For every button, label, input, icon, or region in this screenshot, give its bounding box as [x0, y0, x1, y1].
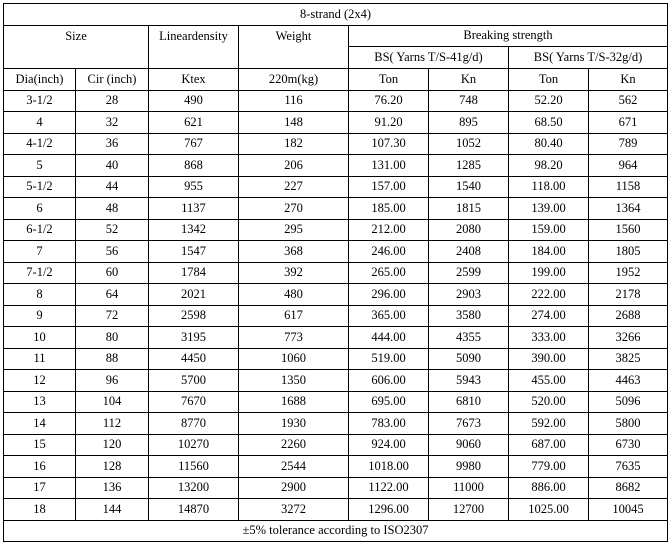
lineardensity-header: Lineardensity: [149, 25, 239, 69]
weight-cell: 392: [239, 262, 349, 284]
ton32-cell: 886.00: [509, 477, 589, 499]
table-row: [4, 155, 668, 177]
ton32-cell: 139.00: [509, 198, 589, 220]
bs32-header: BS( Yarns T/S-32g/d): [509, 47, 668, 69]
kn41-cell: 1815: [429, 198, 509, 220]
ktex-cell: 868: [149, 155, 239, 177]
ton41-cell: 519.00: [349, 348, 429, 370]
kn41-cell: 2599: [429, 262, 509, 284]
kn32-header: Kn: [589, 69, 668, 91]
weight-cell: 2260: [239, 434, 349, 456]
ton32-cell: 98.20: [509, 155, 589, 177]
weight-cell: 270: [239, 198, 349, 220]
rope-spec-table: [3, 3, 668, 542]
kn41-cell: 1285: [429, 155, 509, 177]
kn32-cell: 671: [589, 112, 668, 134]
cir-cell: 36: [76, 133, 149, 155]
dia-header: Dia(inch): [4, 69, 76, 91]
kn41-header: Kn: [429, 69, 509, 91]
table-row: [4, 327, 668, 349]
kn41-cell: 9060: [429, 434, 509, 456]
kn41-cell: 2080: [429, 219, 509, 241]
kn32-cell: 562: [589, 90, 668, 112]
dia-cell: 9: [4, 305, 76, 327]
ktex-cell: 2021: [149, 284, 239, 306]
ton41-cell: 91.20: [349, 112, 429, 134]
ton41-cell: 365.00: [349, 305, 429, 327]
kn32-cell: 5096: [589, 391, 668, 413]
table-row: [4, 112, 668, 134]
table-row: [4, 434, 668, 456]
kn41-cell: 895: [429, 112, 509, 134]
table-row: [4, 198, 668, 220]
cir-cell: 28: [76, 90, 149, 112]
dia-cell: 6: [4, 198, 76, 220]
cir-cell: 144: [76, 499, 149, 521]
weight-cell: 2544: [239, 456, 349, 478]
ktex-cell: 1137: [149, 198, 239, 220]
weight-cell: 1350: [239, 370, 349, 392]
ton32-cell: 184.00: [509, 241, 589, 263]
ton32-cell: 333.00: [509, 327, 589, 349]
ton41-cell: 246.00: [349, 241, 429, 263]
cir-cell: 40: [76, 155, 149, 177]
ton41-cell: 157.00: [349, 176, 429, 198]
ktex-cell: 5700: [149, 370, 239, 392]
weight-cell: 617: [239, 305, 349, 327]
kn32-cell: 789: [589, 133, 668, 155]
ton41-cell: 444.00: [349, 327, 429, 349]
ton41-header: Ton: [349, 69, 429, 91]
ktex-cell: 7670: [149, 391, 239, 413]
kn32-cell: 2178: [589, 284, 668, 306]
table-row: [4, 90, 668, 112]
ton32-cell: 779.00: [509, 456, 589, 478]
table-row: [4, 413, 668, 435]
weight-cell: 773: [239, 327, 349, 349]
ktex-header: Ktex: [149, 69, 239, 91]
table-row: [4, 133, 668, 155]
ton32-cell: 199.00: [509, 262, 589, 284]
kn41-cell: 2903: [429, 284, 509, 306]
kn32-cell: 4463: [589, 370, 668, 392]
ktex-cell: 767: [149, 133, 239, 155]
kn41-cell: 6810: [429, 391, 509, 413]
kn41-cell: 4355: [429, 327, 509, 349]
cir-cell: 80: [76, 327, 149, 349]
kn41-cell: 1052: [429, 133, 509, 155]
cir-cell: 120: [76, 434, 149, 456]
cir-cell: 32: [76, 112, 149, 134]
weight-cell: 182: [239, 133, 349, 155]
bs41-header: BS( Yarns T/S-41g/d): [349, 47, 509, 69]
kn32-cell: 3825: [589, 348, 668, 370]
weight-header: Weight: [239, 25, 349, 69]
ton32-cell: 52.20: [509, 90, 589, 112]
cir-cell: 128: [76, 456, 149, 478]
kn32-cell: 2688: [589, 305, 668, 327]
ton32-cell: 222.00: [509, 284, 589, 306]
kn41-cell: 748: [429, 90, 509, 112]
weight-cell: 1930: [239, 413, 349, 435]
dia-cell: 6-1/2: [4, 219, 76, 241]
table-row: [4, 391, 668, 413]
ton41-cell: 1296.00: [349, 499, 429, 521]
dia-cell: 13: [4, 391, 76, 413]
ktex-cell: 3195: [149, 327, 239, 349]
kn32-cell: 3266: [589, 327, 668, 349]
ton41-cell: 924.00: [349, 434, 429, 456]
weight-cell: 368: [239, 241, 349, 263]
weight-unit-header: 220m(kg): [239, 69, 349, 91]
ktex-cell: 14870: [149, 499, 239, 521]
ton32-header: Ton: [509, 69, 589, 91]
table-title: 8-strand (2x4): [4, 4, 668, 26]
cir-cell: 44: [76, 176, 149, 198]
ton32-cell: 687.00: [509, 434, 589, 456]
dia-cell: 4: [4, 112, 76, 134]
weight-cell: 148: [239, 112, 349, 134]
kn32-cell: 1560: [589, 219, 668, 241]
cir-cell: 104: [76, 391, 149, 413]
ton32-cell: 80.40: [509, 133, 589, 155]
weight-cell: 295: [239, 219, 349, 241]
table-row: [4, 176, 668, 198]
kn32-cell: 1158: [589, 176, 668, 198]
ton41-cell: 695.00: [349, 391, 429, 413]
kn41-cell: 3580: [429, 305, 509, 327]
kn32-cell: 1364: [589, 198, 668, 220]
table-row: [4, 477, 668, 499]
dia-cell: 5-1/2: [4, 176, 76, 198]
cir-cell: 112: [76, 413, 149, 435]
dia-cell: 8: [4, 284, 76, 306]
weight-cell: 3272: [239, 499, 349, 521]
ktex-cell: 4450: [149, 348, 239, 370]
ktex-cell: 621: [149, 112, 239, 134]
ton41-cell: 107.30: [349, 133, 429, 155]
cir-cell: 52: [76, 219, 149, 241]
kn41-cell: 9980: [429, 456, 509, 478]
table-row: [4, 284, 668, 306]
ktex-cell: 955: [149, 176, 239, 198]
table-row: [4, 499, 668, 521]
dia-cell: 3-1/2: [4, 90, 76, 112]
kn41-cell: 5090: [429, 348, 509, 370]
ton32-cell: 68.50: [509, 112, 589, 134]
table-row: [4, 348, 668, 370]
ktex-cell: 1547: [149, 241, 239, 263]
ton32-cell: 159.00: [509, 219, 589, 241]
cir-header: Cir (inch): [76, 69, 149, 91]
table-row: [4, 370, 668, 392]
table-body: [4, 4, 668, 542]
ton41-cell: 212.00: [349, 219, 429, 241]
table-row: [4, 262, 668, 284]
kn32-cell: 6730: [589, 434, 668, 456]
weight-cell: 116: [239, 90, 349, 112]
cir-cell: 88: [76, 348, 149, 370]
ktex-cell: 10270: [149, 434, 239, 456]
ton41-cell: 606.00: [349, 370, 429, 392]
ton41-cell: 783.00: [349, 413, 429, 435]
ton41-cell: 131.00: [349, 155, 429, 177]
kn41-cell: 1540: [429, 176, 509, 198]
weight-cell: 1688: [239, 391, 349, 413]
ton32-cell: 118.00: [509, 176, 589, 198]
ktex-cell: 1342: [149, 219, 239, 241]
table-row: [4, 305, 668, 327]
dia-cell: 15: [4, 434, 76, 456]
kn32-cell: 8682: [589, 477, 668, 499]
kn32-cell: 7635: [589, 456, 668, 478]
ton32-cell: 592.00: [509, 413, 589, 435]
weight-cell: 2900: [239, 477, 349, 499]
kn32-cell: 5800: [589, 413, 668, 435]
ton41-cell: 1018.00: [349, 456, 429, 478]
kn41-cell: 2408: [429, 241, 509, 263]
kn41-cell: 5943: [429, 370, 509, 392]
cir-cell: 60: [76, 262, 149, 284]
ton32-cell: 390.00: [509, 348, 589, 370]
cir-cell: 96: [76, 370, 149, 392]
ton32-cell: 455.00: [509, 370, 589, 392]
weight-cell: 480: [239, 284, 349, 306]
dia-cell: 14: [4, 413, 76, 435]
table-row: [4, 241, 668, 263]
weight-cell: 206: [239, 155, 349, 177]
kn32-cell: 10045: [589, 499, 668, 521]
size-header: Size: [4, 25, 149, 69]
ton41-cell: 296.00: [349, 284, 429, 306]
dia-cell: 7-1/2: [4, 262, 76, 284]
ktex-cell: 490: [149, 90, 239, 112]
weight-cell: 227: [239, 176, 349, 198]
weight-cell: 1060: [239, 348, 349, 370]
ktex-cell: 1784: [149, 262, 239, 284]
table-row: [4, 219, 668, 241]
dia-cell: 17: [4, 477, 76, 499]
ton41-cell: 185.00: [349, 198, 429, 220]
cir-cell: 56: [76, 241, 149, 263]
cir-cell: 48: [76, 198, 149, 220]
ktex-cell: 2598: [149, 305, 239, 327]
ton41-cell: 76.20: [349, 90, 429, 112]
dia-cell: 7: [4, 241, 76, 263]
cir-cell: 72: [76, 305, 149, 327]
ktex-cell: 8770: [149, 413, 239, 435]
dia-cell: 5: [4, 155, 76, 177]
kn41-cell: 12700: [429, 499, 509, 521]
ktex-cell: 11560: [149, 456, 239, 478]
kn32-cell: 1805: [589, 241, 668, 263]
kn32-cell: 964: [589, 155, 668, 177]
ton32-cell: 1025.00: [509, 499, 589, 521]
ton41-cell: 1122.00: [349, 477, 429, 499]
cir-cell: 64: [76, 284, 149, 306]
breaking-strength-header: Breaking strength: [349, 25, 668, 47]
table-row: [4, 456, 668, 478]
dia-cell: 4-1/2: [4, 133, 76, 155]
dia-cell: 11: [4, 348, 76, 370]
dia-cell: 12: [4, 370, 76, 392]
cir-cell: 136: [76, 477, 149, 499]
kn32-cell: 1952: [589, 262, 668, 284]
dia-cell: 10: [4, 327, 76, 349]
ton32-cell: 274.00: [509, 305, 589, 327]
dia-cell: 16: [4, 456, 76, 478]
dia-cell: 18: [4, 499, 76, 521]
tolerance-footer: ±5% tolerance according to ISO2307: [4, 520, 668, 542]
kn41-cell: 11000: [429, 477, 509, 499]
ktex-cell: 13200: [149, 477, 239, 499]
ton41-cell: 265.00: [349, 262, 429, 284]
kn41-cell: 7673: [429, 413, 509, 435]
ton32-cell: 520.00: [509, 391, 589, 413]
